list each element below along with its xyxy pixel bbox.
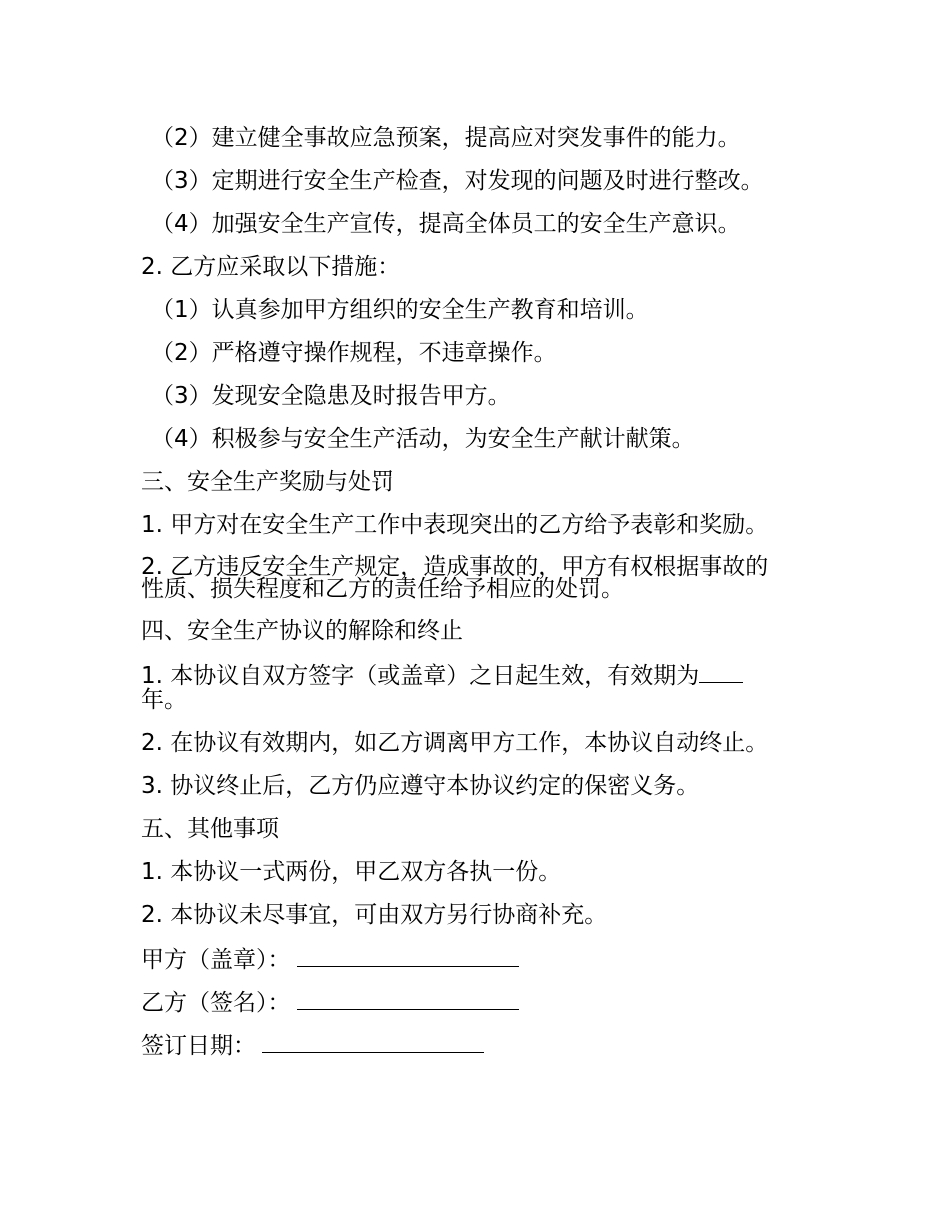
- section-3-item-2: 2. 乙方违反安全生产规定，造成事故的，甲方有权根据事故的性质、损失程度和乙方的责任给予相应的处罚。: [141, 554, 769, 602]
- document-body: [141, 126, 791, 1075]
- section-5-heading: 五、其他事项: [141, 816, 279, 842]
- party-b-measure-4: （4）积极参与安全生产活动，为安全生产献计献策。: [151, 426, 695, 452]
- party-b-signature-blank: [297, 989, 519, 1010]
- section-4-item-1-text: 1. 本协议自双方签字（或盖章）之日起生效，有效期为: [141, 663, 700, 689]
- party-b-signature-line: [141, 989, 791, 1016]
- sign-date-line: [141, 1032, 791, 1059]
- validity-years-blank: [699, 662, 743, 683]
- party-a-signature-label: 甲方（盖章）：: [141, 947, 291, 973]
- section-3-item-1: 1. 甲方对在安全生产工作中表现突出的乙方给予表彰和奖励。: [141, 512, 769, 538]
- party-b-measure-2: （2）严格遵守操作规程，不违章操作。: [151, 340, 557, 366]
- sign-date-label: 签订日期：: [141, 1033, 256, 1059]
- section-4-item-1-suffix: 年。: [141, 687, 187, 713]
- party-a-measure-2: （2）建立健全事故应急预案，提高应对突发事件的能力。: [151, 125, 741, 151]
- party-b-signature-label: 乙方（签名）：: [141, 990, 291, 1016]
- section-4-item-2: 2. 在协议有效期内，如乙方调离甲方工作，本协议自动终止。: [141, 730, 769, 756]
- party-b-measure-3: （3）发现安全隐患及时报告甲方。: [151, 383, 511, 409]
- section-3-heading: 三、安全生产奖励与处罚: [141, 469, 394, 495]
- section-4-item-3: 3. 协议终止后，乙方仍应遵守本协议约定的保密义务。: [141, 773, 700, 799]
- party-a-signature-line: [141, 946, 791, 973]
- section-5-item-1: 1. 本协议一式两份，甲乙双方各执一份。: [141, 859, 562, 885]
- party-b-measure-1: （1）认真参加甲方组织的安全生产教育和培训。: [151, 297, 649, 323]
- section-4-heading: 四、安全生产协议的解除和终止: [141, 618, 463, 644]
- party-a-signature-blank: [297, 946, 519, 967]
- party-a-measure-4: （4）加强安全生产宣传，提高全体员工的安全生产意识。: [151, 211, 741, 237]
- sign-date-blank: [262, 1032, 484, 1053]
- party-b-heading: 2. 乙方应采取以下措施：: [141, 254, 401, 280]
- party-a-measure-3: （3）定期进行安全生产检查，对发现的问题及时进行整改。: [151, 168, 764, 194]
- section-5-item-2: 2. 本协议未尽事宜，可由双方另行协商补充。: [141, 902, 608, 928]
- section-4-item-1: [141, 662, 771, 712]
